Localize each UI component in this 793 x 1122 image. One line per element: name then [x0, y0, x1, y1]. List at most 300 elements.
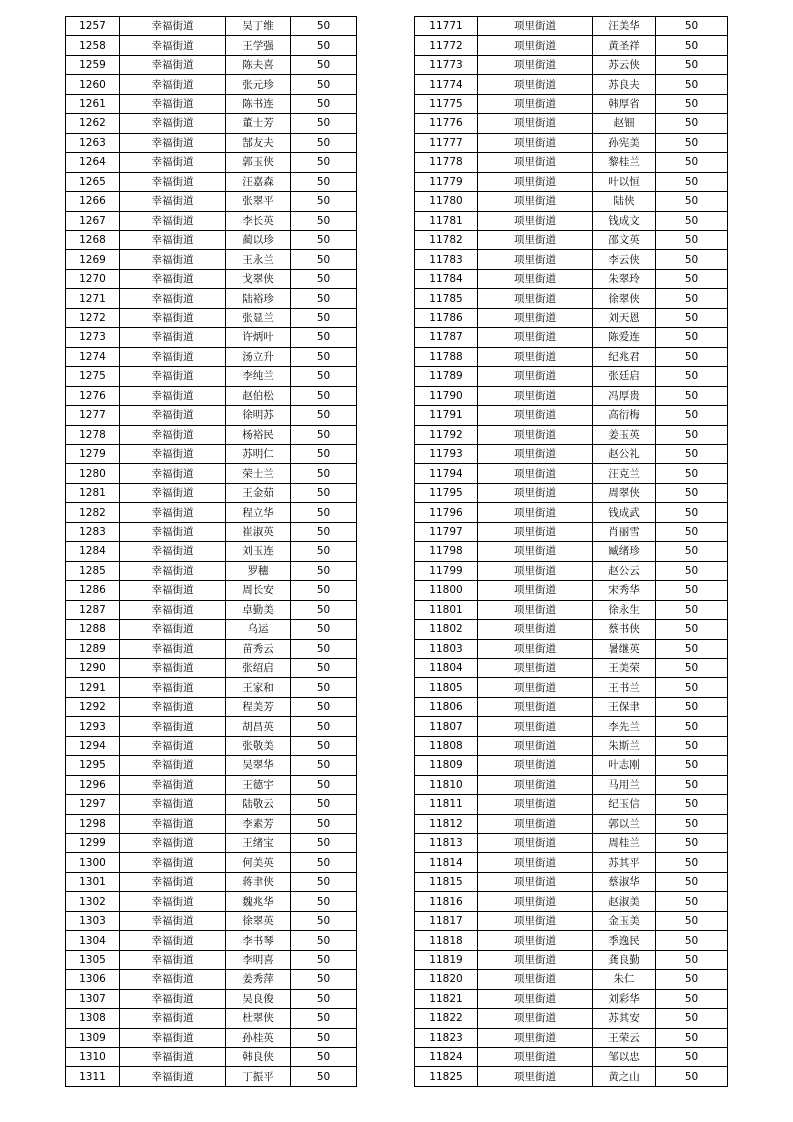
street-cell: 项里街道 — [478, 658, 593, 677]
amount-cell: 50 — [656, 289, 728, 308]
name-cell: 杜翠侠 — [226, 1009, 291, 1028]
amount-cell: 50 — [656, 834, 728, 853]
street-cell: 项里街道 — [478, 814, 593, 833]
row-number-cell: 1265 — [66, 172, 120, 191]
amount-cell: 50 — [656, 542, 728, 561]
table-row — [66, 133, 357, 152]
amount-cell: 50 — [656, 55, 728, 74]
row-number-cell: 11776 — [415, 114, 478, 133]
street-cell: 幸福街道 — [120, 386, 226, 405]
table-row — [66, 775, 357, 794]
table-row — [66, 425, 357, 444]
row-number-cell: 11819 — [415, 950, 478, 969]
name-cell: 徐永生 — [593, 600, 656, 619]
row-number-cell: 1311 — [66, 1067, 120, 1086]
street-cell: 幸福街道 — [120, 1048, 226, 1067]
name-cell: 苏明仁 — [226, 444, 291, 463]
street-cell: 幸福街道 — [120, 1067, 226, 1086]
street-cell: 幸福街道 — [120, 892, 226, 911]
street-cell: 幸福街道 — [120, 522, 226, 541]
amount-cell: 50 — [291, 581, 357, 600]
amount-cell: 50 — [656, 36, 728, 55]
street-cell: 幸福街道 — [120, 911, 226, 930]
table-row — [415, 795, 728, 814]
street-cell: 项里街道 — [478, 950, 593, 969]
row-number-cell: 11790 — [415, 386, 478, 405]
street-cell: 幸福街道 — [120, 717, 226, 736]
street-cell: 项里街道 — [478, 561, 593, 580]
row-number-cell: 1268 — [66, 230, 120, 249]
row-number-cell: 1277 — [66, 406, 120, 425]
street-cell: 幸福街道 — [120, 289, 226, 308]
right-roster-body — [415, 17, 728, 1087]
row-number-cell: 11801 — [415, 600, 478, 619]
name-cell: 苏其平 — [593, 853, 656, 872]
name-cell: 张廷启 — [593, 367, 656, 386]
row-number-cell: 1293 — [66, 717, 120, 736]
name-cell: 臧绪珍 — [593, 542, 656, 561]
street-cell: 幸福街道 — [120, 230, 226, 249]
table-row — [415, 1009, 728, 1028]
row-number-cell: 11798 — [415, 542, 478, 561]
row-number-cell: 1295 — [66, 756, 120, 775]
row-number-cell: 1283 — [66, 522, 120, 541]
row-number-cell: 11781 — [415, 211, 478, 230]
street-cell: 项里街道 — [478, 367, 593, 386]
table-row — [66, 1009, 357, 1028]
street-cell: 幸福街道 — [120, 989, 226, 1008]
table-row — [415, 133, 728, 152]
table-row — [66, 892, 357, 911]
name-cell: 张敬美 — [226, 736, 291, 755]
row-number-cell: 11805 — [415, 678, 478, 697]
street-cell: 项里街道 — [478, 717, 593, 736]
left-roster-body — [66, 17, 357, 1087]
name-cell: 崔淑英 — [226, 522, 291, 541]
row-number-cell: 1305 — [66, 950, 120, 969]
amount-cell: 50 — [291, 950, 357, 969]
street-cell: 幸福街道 — [120, 328, 226, 347]
name-cell: 高衍梅 — [593, 406, 656, 425]
table-row — [66, 503, 357, 522]
street-cell: 幸福街道 — [120, 950, 226, 969]
table-row — [66, 1048, 357, 1067]
amount-cell: 50 — [656, 639, 728, 658]
table-row — [66, 853, 357, 872]
table-row — [66, 658, 357, 677]
name-cell: 赵公礼 — [593, 444, 656, 463]
street-cell: 项里街道 — [478, 600, 593, 619]
row-number-cell: 1284 — [66, 542, 120, 561]
street-cell: 项里街道 — [478, 911, 593, 930]
table-row — [66, 522, 357, 541]
amount-cell: 50 — [656, 717, 728, 736]
street-cell: 幸福街道 — [120, 75, 226, 94]
street-cell: 项里街道 — [478, 639, 593, 658]
table-row — [66, 172, 357, 191]
table-row — [415, 581, 728, 600]
amount-cell: 50 — [656, 911, 728, 930]
row-number-cell: 1303 — [66, 911, 120, 930]
row-number-cell: 1270 — [66, 269, 120, 288]
amount-cell: 50 — [291, 172, 357, 191]
amount-cell: 50 — [291, 192, 357, 211]
amount-cell: 50 — [291, 931, 357, 950]
row-number-cell: 1267 — [66, 211, 120, 230]
row-number-cell: 1286 — [66, 581, 120, 600]
name-cell: 王绪宝 — [226, 834, 291, 853]
table-row — [415, 814, 728, 833]
table-row — [415, 658, 728, 677]
table-row — [66, 230, 357, 249]
name-cell: 徐明苏 — [226, 406, 291, 425]
name-cell: 龚良勤 — [593, 950, 656, 969]
row-number-cell: 11817 — [415, 911, 478, 930]
amount-cell: 50 — [656, 94, 728, 113]
amount-cell: 50 — [656, 1048, 728, 1067]
street-cell: 幸福街道 — [120, 756, 226, 775]
row-number-cell: 1308 — [66, 1009, 120, 1028]
row-number-cell: 11793 — [415, 444, 478, 463]
name-cell: 黄之山 — [593, 1067, 656, 1086]
amount-cell: 50 — [291, 989, 357, 1008]
name-cell: 蔡书侠 — [593, 620, 656, 639]
street-cell: 项里街道 — [478, 989, 593, 1008]
table-row — [66, 1028, 357, 1047]
table-row — [66, 561, 357, 580]
amount-cell: 50 — [291, 1028, 357, 1047]
row-number-cell: 1296 — [66, 775, 120, 794]
table-row — [66, 872, 357, 891]
amount-cell: 50 — [656, 192, 728, 211]
name-cell: 钱成武 — [593, 503, 656, 522]
amount-cell: 50 — [291, 75, 357, 94]
name-cell: 冯厚贵 — [593, 386, 656, 405]
street-cell: 幸福街道 — [120, 561, 226, 580]
amount-cell: 50 — [656, 153, 728, 172]
name-cell: 郭以兰 — [593, 814, 656, 833]
name-cell: 徐翠英 — [226, 911, 291, 930]
name-cell: 李素芳 — [226, 814, 291, 833]
amount-cell: 50 — [291, 620, 357, 639]
street-cell: 项里街道 — [478, 775, 593, 794]
name-cell: 金玉美 — [593, 911, 656, 930]
amount-cell: 50 — [656, 775, 728, 794]
table-row — [66, 386, 357, 405]
name-cell: 荣士兰 — [226, 464, 291, 483]
street-cell: 幸福街道 — [120, 36, 226, 55]
row-number-cell: 11807 — [415, 717, 478, 736]
street-cell: 幸福街道 — [120, 834, 226, 853]
name-cell: 孙桂英 — [226, 1028, 291, 1047]
table-row — [66, 911, 357, 930]
street-cell: 幸福街道 — [120, 872, 226, 891]
amount-cell: 50 — [291, 503, 357, 522]
table-row — [66, 250, 357, 269]
amount-cell: 50 — [291, 658, 357, 677]
amount-cell: 50 — [291, 55, 357, 74]
street-cell: 项里街道 — [478, 542, 593, 561]
table-row — [66, 36, 357, 55]
street-cell: 项里街道 — [478, 756, 593, 775]
amount-cell: 50 — [656, 600, 728, 619]
street-cell: 项里街道 — [478, 308, 593, 327]
row-number-cell: 1292 — [66, 697, 120, 716]
street-cell: 幸福街道 — [120, 133, 226, 152]
table-row — [415, 950, 728, 969]
amount-cell: 50 — [656, 561, 728, 580]
name-cell: 李纯兰 — [226, 367, 291, 386]
table-row — [415, 834, 728, 853]
street-cell: 项里街道 — [478, 503, 593, 522]
table-row — [415, 989, 728, 1008]
row-number-cell: 1278 — [66, 425, 120, 444]
name-cell: 徐翠侠 — [593, 289, 656, 308]
amount-cell: 50 — [291, 308, 357, 327]
row-number-cell: 1287 — [66, 600, 120, 619]
row-number-cell: 11794 — [415, 464, 478, 483]
amount-cell: 50 — [656, 814, 728, 833]
street-cell: 幸福街道 — [120, 250, 226, 269]
amount-cell: 50 — [291, 795, 357, 814]
name-cell: 周长安 — [226, 581, 291, 600]
name-cell: 苗秀云 — [226, 639, 291, 658]
name-cell: 戈翠侠 — [226, 269, 291, 288]
amount-cell: 50 — [656, 522, 728, 541]
street-cell: 项里街道 — [478, 872, 593, 891]
name-cell: 朱翠玲 — [593, 269, 656, 288]
amount-cell: 50 — [656, 931, 728, 950]
amount-cell: 50 — [656, 269, 728, 288]
table-row — [66, 308, 357, 327]
name-cell: 叶以恒 — [593, 172, 656, 191]
row-number-cell: 1302 — [66, 892, 120, 911]
row-number-cell: 11796 — [415, 503, 478, 522]
amount-cell: 50 — [656, 678, 728, 697]
amount-cell: 50 — [291, 970, 357, 989]
street-cell: 幸福街道 — [120, 1009, 226, 1028]
name-cell: 许炳叶 — [226, 328, 291, 347]
table-row — [66, 814, 357, 833]
name-cell: 朱斯兰 — [593, 736, 656, 755]
street-cell: 项里街道 — [478, 970, 593, 989]
name-cell: 周桂兰 — [593, 834, 656, 853]
table-row — [415, 483, 728, 502]
street-cell: 幸福街道 — [120, 114, 226, 133]
name-cell: 李明喜 — [226, 950, 291, 969]
row-number-cell: 1300 — [66, 853, 120, 872]
amount-cell: 50 — [656, 444, 728, 463]
table-row — [415, 94, 728, 113]
table-row — [66, 483, 357, 502]
row-number-cell: 1289 — [66, 639, 120, 658]
row-number-cell: 1273 — [66, 328, 120, 347]
amount-cell: 50 — [656, 425, 728, 444]
table-row — [66, 114, 357, 133]
table-row — [66, 834, 357, 853]
table-row — [66, 620, 357, 639]
street-cell: 幸福街道 — [120, 697, 226, 716]
name-cell: 陆侠 — [593, 192, 656, 211]
name-cell: 乌运 — [226, 620, 291, 639]
table-row — [66, 269, 357, 288]
table-row — [415, 347, 728, 366]
street-cell: 项里街道 — [478, 250, 593, 269]
name-cell: 钱成文 — [593, 211, 656, 230]
name-cell: 周翠侠 — [593, 483, 656, 502]
amount-cell: 50 — [291, 522, 357, 541]
row-number-cell: 11818 — [415, 931, 478, 950]
name-cell: 赵伯松 — [226, 386, 291, 405]
row-number-cell: 11812 — [415, 814, 478, 833]
table-row — [415, 542, 728, 561]
amount-cell: 50 — [291, 756, 357, 775]
street-cell: 项里街道 — [478, 522, 593, 541]
table-row — [66, 464, 357, 483]
row-number-cell: 11804 — [415, 658, 478, 677]
table-row — [415, 639, 728, 658]
table-row — [415, 192, 728, 211]
amount-cell: 50 — [291, 250, 357, 269]
table-row — [415, 756, 728, 775]
table-row — [415, 386, 728, 405]
row-number-cell: 1301 — [66, 872, 120, 891]
table-row — [415, 114, 728, 133]
name-cell: 王永兰 — [226, 250, 291, 269]
row-number-cell: 11780 — [415, 192, 478, 211]
amount-cell: 50 — [656, 211, 728, 230]
amount-cell: 50 — [291, 775, 357, 794]
street-cell: 幸福街道 — [120, 658, 226, 677]
name-cell: 蔡淑华 — [593, 872, 656, 891]
table-row — [415, 970, 728, 989]
street-cell: 幸福街道 — [120, 931, 226, 950]
amount-cell: 50 — [291, 1048, 357, 1067]
row-number-cell: 11802 — [415, 620, 478, 639]
street-cell: 幸福街道 — [120, 814, 226, 833]
table-row — [415, 75, 728, 94]
row-number-cell: 1282 — [66, 503, 120, 522]
table-row — [415, 406, 728, 425]
name-cell: 纪玉信 — [593, 795, 656, 814]
amount-cell: 50 — [291, 464, 357, 483]
table-row — [66, 211, 357, 230]
amount-cell: 50 — [656, 386, 728, 405]
street-cell: 项里街道 — [478, 289, 593, 308]
row-number-cell: 1281 — [66, 483, 120, 502]
amount-cell: 50 — [656, 503, 728, 522]
row-number-cell: 1257 — [66, 17, 120, 36]
amount-cell: 50 — [291, 542, 357, 561]
table-row — [66, 75, 357, 94]
table-row — [66, 639, 357, 658]
amount-cell: 50 — [656, 970, 728, 989]
table-row — [415, 717, 728, 736]
name-cell: 韩良侠 — [226, 1048, 291, 1067]
street-cell: 项里街道 — [478, 17, 593, 36]
name-cell: 汪美华 — [593, 17, 656, 36]
street-cell: 幸福街道 — [120, 483, 226, 502]
table-row — [66, 17, 357, 36]
amount-cell: 50 — [656, 620, 728, 639]
amount-cell: 50 — [656, 736, 728, 755]
row-number-cell: 1266 — [66, 192, 120, 211]
name-cell: 董士芳 — [226, 114, 291, 133]
name-cell: 王荣云 — [593, 1028, 656, 1047]
amount-cell: 50 — [656, 697, 728, 716]
table-row — [415, 775, 728, 794]
name-cell: 汪克兰 — [593, 464, 656, 483]
amount-cell: 50 — [291, 717, 357, 736]
table-row — [415, 269, 728, 288]
row-number-cell: 11824 — [415, 1048, 478, 1067]
table-row — [415, 464, 728, 483]
name-cell: 李书琴 — [226, 931, 291, 950]
amount-cell: 50 — [656, 17, 728, 36]
table-row — [66, 328, 357, 347]
street-cell: 项里街道 — [478, 697, 593, 716]
name-cell: 程立华 — [226, 503, 291, 522]
table-row — [415, 1028, 728, 1047]
row-number-cell: 11816 — [415, 892, 478, 911]
name-cell: 汪嘉森 — [226, 172, 291, 191]
amount-cell: 50 — [656, 308, 728, 327]
name-cell: 赵淑美 — [593, 892, 656, 911]
amount-cell: 50 — [656, 989, 728, 1008]
street-cell: 项里街道 — [478, 483, 593, 502]
street-cell: 项里街道 — [478, 620, 593, 639]
name-cell: 刘彩华 — [593, 989, 656, 1008]
table-row — [66, 970, 357, 989]
row-number-cell: 11814 — [415, 853, 478, 872]
amount-cell: 50 — [656, 347, 728, 366]
street-cell: 幸福街道 — [120, 639, 226, 658]
street-cell: 幸福街道 — [120, 406, 226, 425]
name-cell: 李长英 — [226, 211, 291, 230]
name-cell: 丁振平 — [226, 1067, 291, 1086]
name-cell: 何美英 — [226, 853, 291, 872]
name-cell: 叶志刚 — [593, 756, 656, 775]
amount-cell: 50 — [656, 853, 728, 872]
table-row — [415, 211, 728, 230]
amount-cell: 50 — [291, 561, 357, 580]
street-cell: 项里街道 — [478, 406, 593, 425]
name-cell: 郭玉侠 — [226, 153, 291, 172]
street-cell: 项里街道 — [478, 328, 593, 347]
amount-cell: 50 — [291, 483, 357, 502]
table-row — [66, 289, 357, 308]
row-number-cell: 11772 — [415, 36, 478, 55]
table-row — [415, 230, 728, 249]
row-number-cell: 11806 — [415, 697, 478, 716]
table-row — [415, 872, 728, 891]
amount-cell: 50 — [656, 483, 728, 502]
table-row — [415, 678, 728, 697]
row-number-cell: 1297 — [66, 795, 120, 814]
name-cell: 程美芳 — [226, 697, 291, 716]
table-row — [415, 522, 728, 541]
row-number-cell: 1271 — [66, 289, 120, 308]
street-cell: 项里街道 — [478, 211, 593, 230]
name-cell: 肖丽雪 — [593, 522, 656, 541]
name-cell: 吴翠华 — [226, 756, 291, 775]
amount-cell: 50 — [291, 736, 357, 755]
street-cell: 项里街道 — [478, 464, 593, 483]
amount-cell: 50 — [291, 872, 357, 891]
street-cell: 项里街道 — [478, 853, 593, 872]
right-roster-table — [414, 16, 728, 1087]
row-number-cell: 11811 — [415, 795, 478, 814]
